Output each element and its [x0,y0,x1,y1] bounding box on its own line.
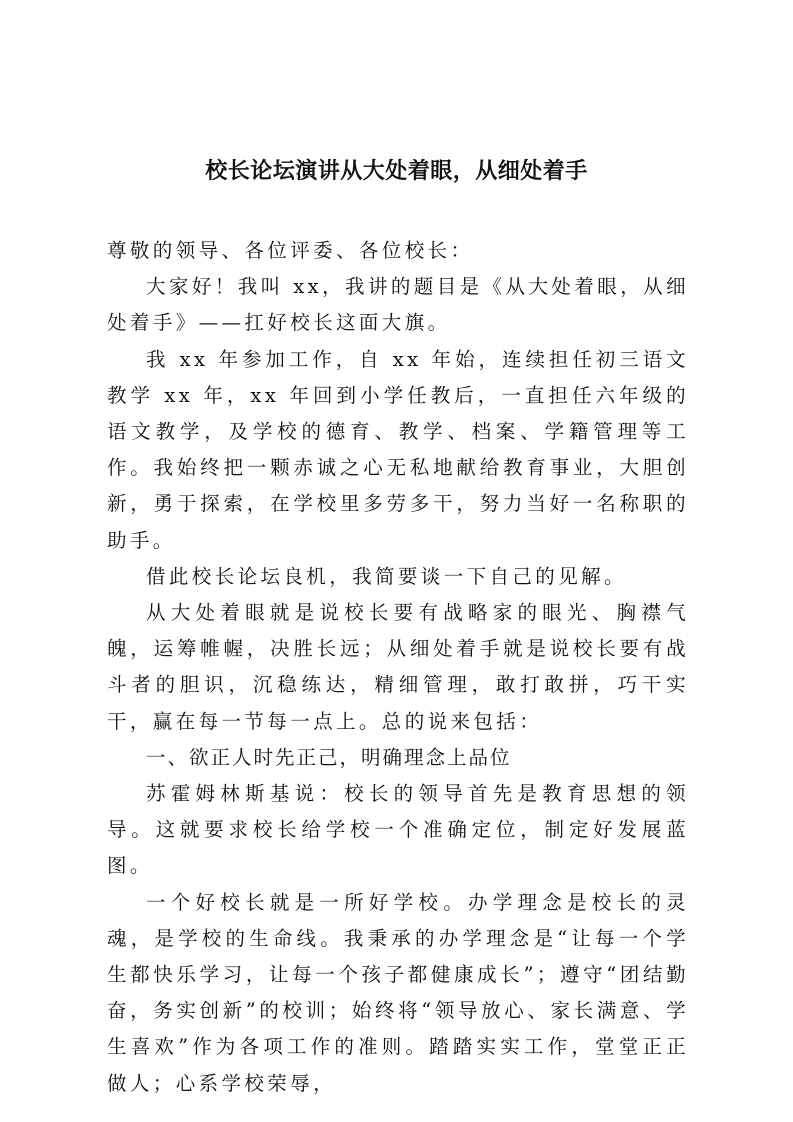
paragraph-background: 我 xx 年参加工作，自 xx 年始，连续担任初三语文教学 xx 年，xx 年回到小学任教后，一直担任六年级的语文教学，及学校的德育、教学、档案、学籍管理等工作。我始终把一颗赤诚之心无私地献给教育事业，大胆创新，勇于探索，在学校里多劳多干，努力当好一名称职的助手。 [107,347,689,552]
document-title: 校长论坛演讲从大处着眼，从细处着手 [205,159,588,184]
paragraph-philosophy: 一个好校长就是一所好学校。办学理念是校长的灵魂，是学校的生命线。我秉承的办学理念是“让每一个学生都快乐学习，让每一个孩子都健康成长”；遵守“团结勤奋，务实创新”的校训；始终将“领导放心、家长满意、学生喜欢”作为各项工作的准则。踏踏实实工作，堂堂正正做人；心系学校荣辱， [107,890,689,1095]
salutation: 尊敬的领导、各位评委、各位校长： [107,239,474,262]
paragraph-quote: 苏霍姆林斯基说：校长的领导首先是教育思想的领导。这就要求校长给学校一个准确定位，制定好发展蓝图。 [107,782,689,878]
section-heading: 一、欲正人时先正己，明确理念上品位 [146,745,512,769]
paragraph-transition: 借此校长论坛良机，我简要谈一下自己的见解。 [146,564,627,588]
document-body [107,233,689,1102]
paragraph-intro: 大家好！我叫 xx，我讲的题目是《从大处着眼，从细处着手》——扛好校长这面大旗。 [107,275,689,335]
paragraph-thesis: 从大处着眼就是说校长要有战略家的眼光、胸襟气魄，运筹帷幄，决胜长远；从细处着手就是说校长要有战斗者的胆识，沉稳练达，精细管理，敢打敢拼，巧干实干，赢在每一节每一点上。总的说来包括： [107,601,689,733]
